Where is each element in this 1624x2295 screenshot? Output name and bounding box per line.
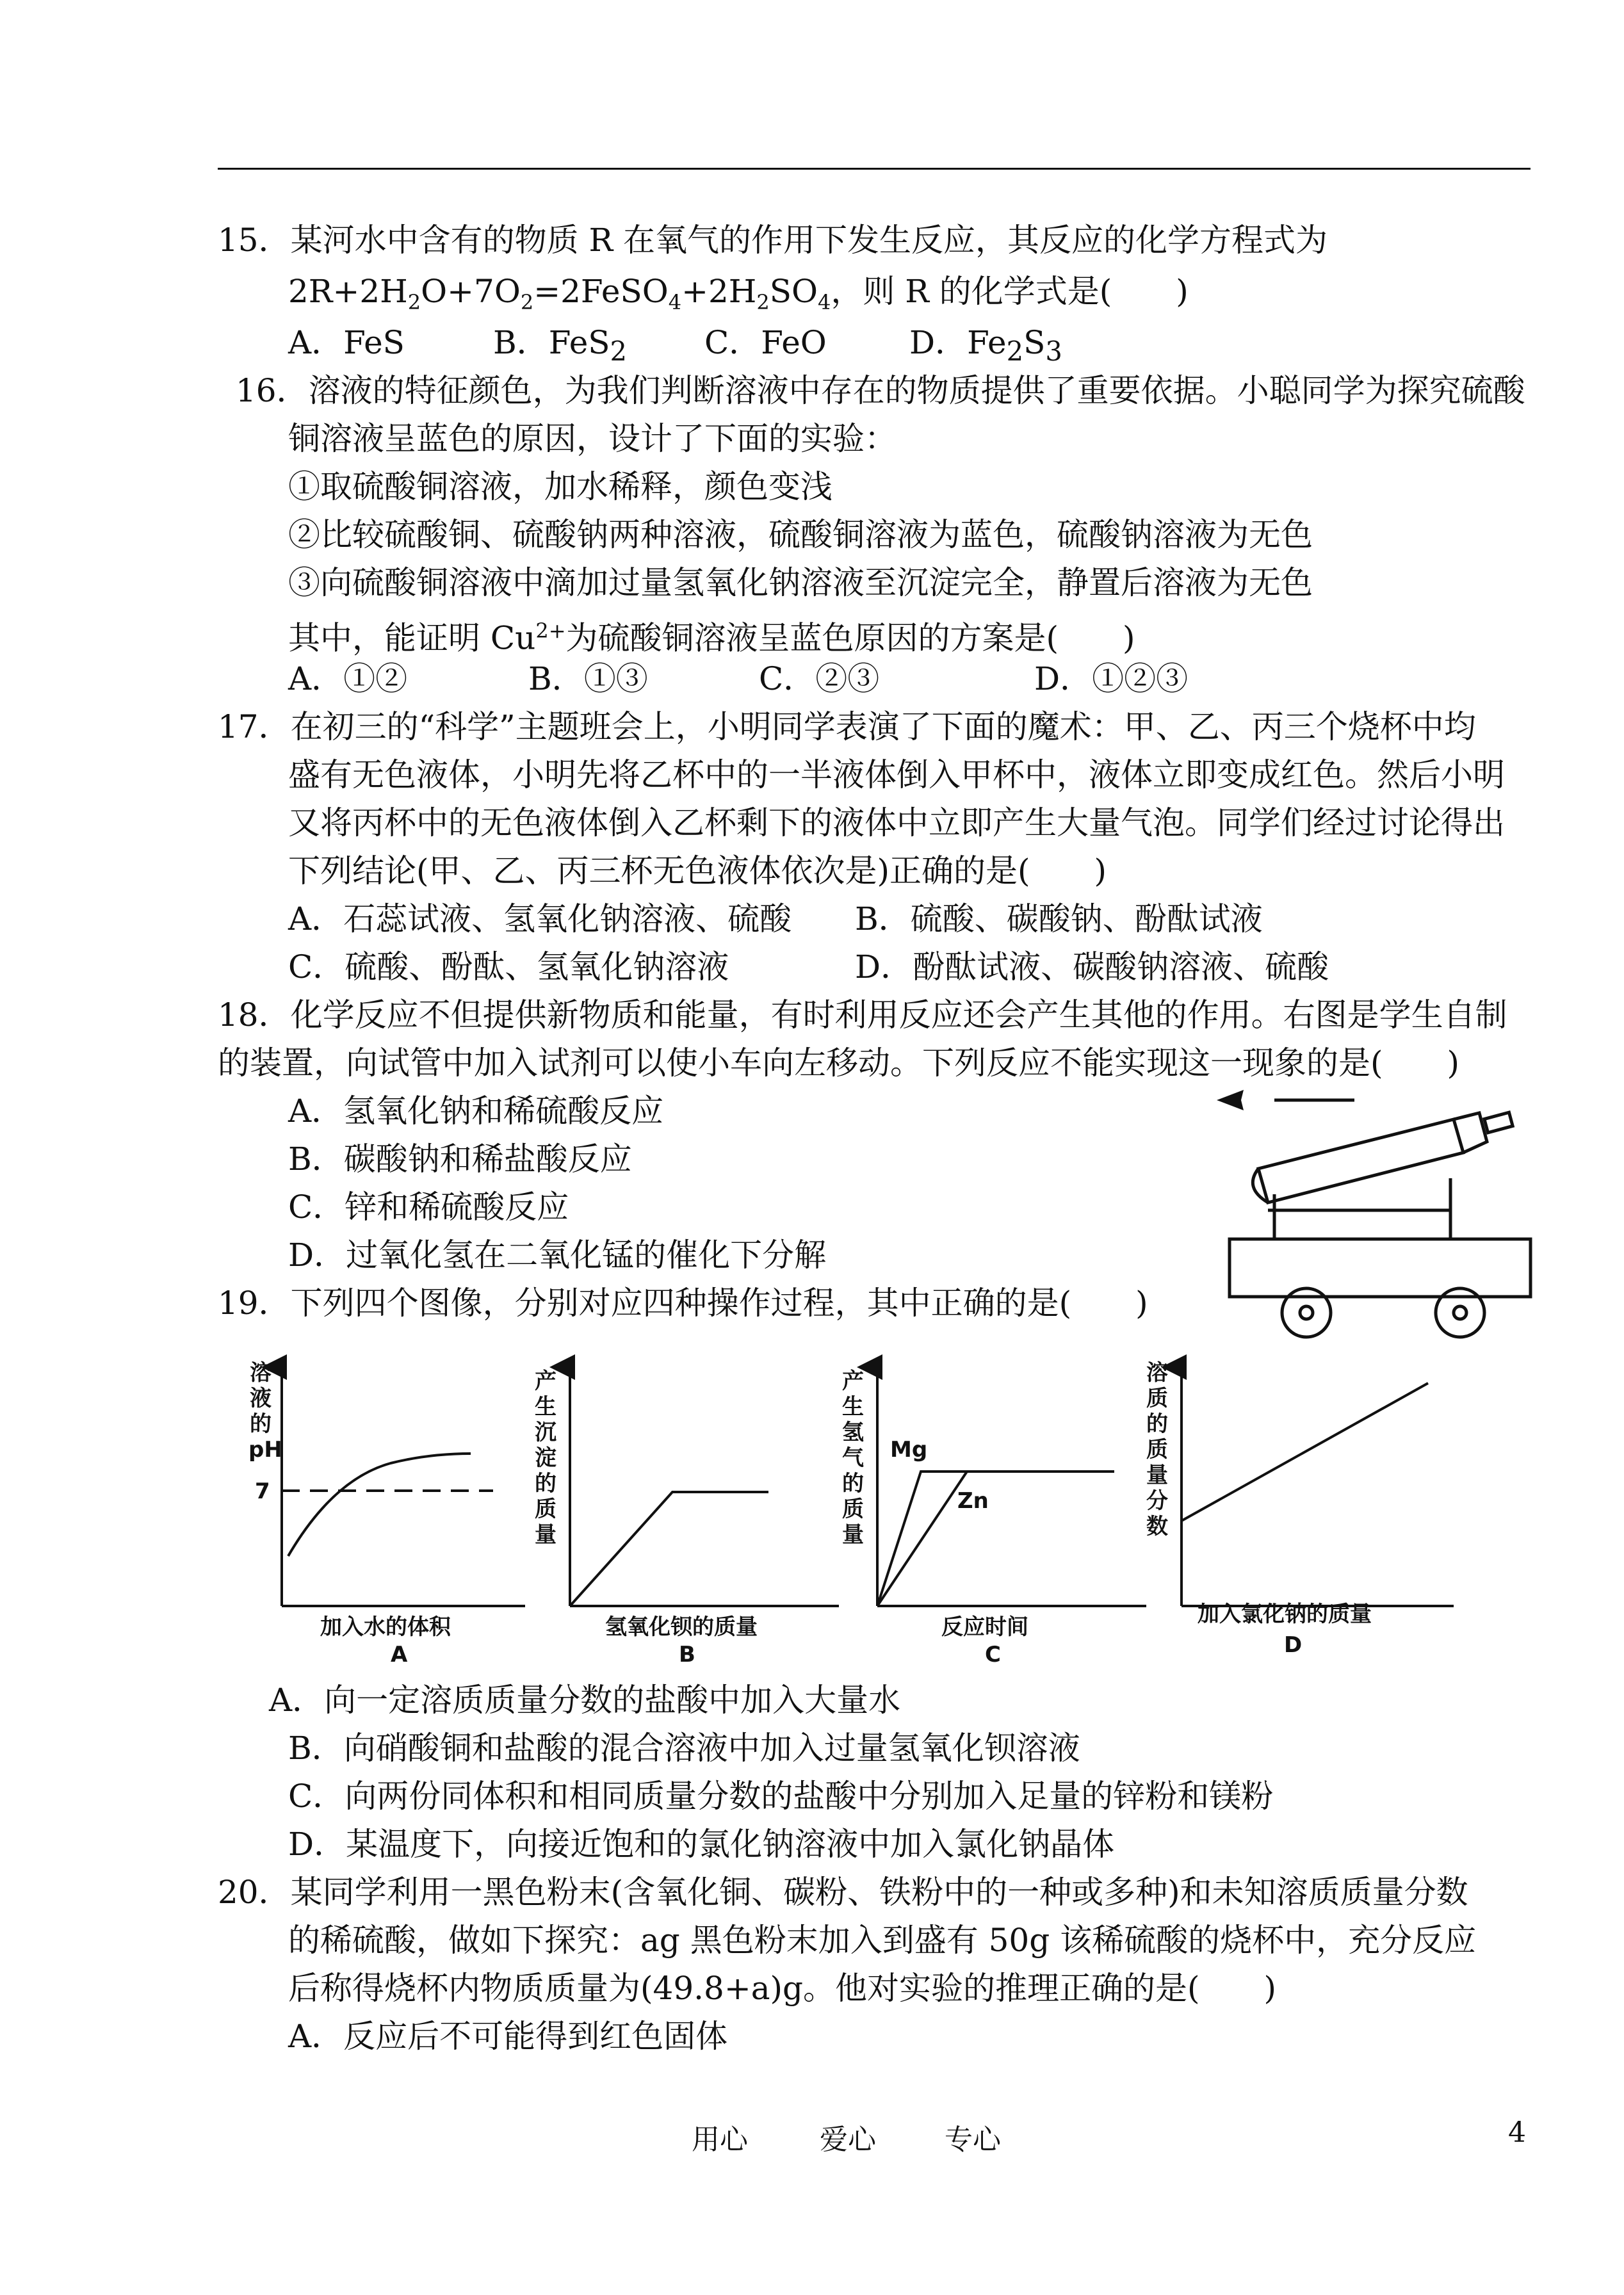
q18-option-c: C．锌和稀硫酸反应 bbox=[288, 1188, 569, 1226]
q16-line-2: 铜溶液呈蓝色的原因，设计了下面的实验： bbox=[288, 420, 897, 457]
graph-a-xlabel: 加入水的体积 bbox=[320, 1614, 451, 1640]
q17-line-2: 盛有无色液体，小明先将乙杯中的一半液体倒入甲杯中，液体立即变成红色。然后小明 bbox=[288, 756, 1505, 793]
graph-b-ylabel-4: 淀 bbox=[535, 1445, 556, 1471]
footer-word-2: 爱心 bbox=[820, 2123, 876, 2156]
q19-option-d: D．某温度下，向接近饱和的氯化钠溶液中加入氯化钠晶体 bbox=[288, 1826, 1115, 1863]
q20-option-a: A．反应后不可能得到红色固体 bbox=[288, 2018, 728, 2055]
graph-d-ylabel-6: 分 bbox=[1146, 1488, 1168, 1514]
graph-c-zn-label: Zn bbox=[957, 1488, 989, 1514]
q17-line-1: 17．在初三的“科学”主题班会上，小明同学表演了下面的魔术：甲、乙、丙三个烧杯中均 bbox=[218, 708, 1476, 745]
q15-option-b: B．FeS$_2$ bbox=[493, 324, 628, 367]
footer-word-3: 专心 bbox=[945, 2123, 1001, 2156]
mass-fraction-line bbox=[1181, 1383, 1428, 1521]
graph-d-ylabel-3: 的 bbox=[1146, 1411, 1168, 1437]
graph-b-ylabel-5: 的 bbox=[535, 1471, 556, 1496]
q17-line-3: 又将丙杯中的无色液体倒入乙杯剩下的液体中立即产生大量气泡。同学们经过讨论得出 bbox=[288, 804, 1505, 841]
graph-b-tag: B bbox=[679, 1642, 695, 1667]
graph-c-xlabel: 反应时间 bbox=[941, 1614, 1028, 1640]
cart-apparatus-figure bbox=[1204, 1082, 1563, 1345]
zn-line bbox=[877, 1472, 967, 1606]
graph-b-ylabel-1: 产 bbox=[535, 1368, 556, 1394]
graph-d-ylabel-4: 质 bbox=[1146, 1437, 1168, 1463]
graph-b-ylabel-2: 生 bbox=[535, 1394, 556, 1420]
graph-d-ylabel-1: 溶 bbox=[1146, 1360, 1168, 1386]
q15-stem: 15．某河水中含有的物质 R 在氧气的作用下发生反应，其反应的化学方程式为 bbox=[218, 222, 1328, 259]
graph-d-ylabel-2: 质 bbox=[1146, 1386, 1168, 1411]
q17-option-b: B．硫酸、碳酸钠、酚酞试液 bbox=[855, 900, 1263, 937]
graph-c-ylabel-3: 氢 bbox=[842, 1420, 864, 1445]
q19-stem: 19．下列四个图像，分别对应四种操作过程，其中正确的是( ) bbox=[218, 1285, 1148, 1322]
q17-option-d: D．酚酞试液、碳酸钠溶液、硫酸 bbox=[855, 948, 1329, 985]
q19-graphs bbox=[237, 1351, 1518, 1678]
precipitate-line bbox=[570, 1492, 768, 1606]
q20-line-1: 20．某同学利用一黑色粉末(含氧化铜、碳粉、铁粉中的一种或多种)和未知溶质质量分数 bbox=[218, 1874, 1468, 1911]
graph-a-tick-7: 7 bbox=[255, 1479, 270, 1504]
graph-b-ylabel-6: 质 bbox=[535, 1496, 556, 1522]
q16-option-c: C．②③ bbox=[759, 660, 880, 697]
q16-line-1: 16．溶液的特征颜色，为我们判断溶液中存在的物质提供了重要依据。小聪同学为探究硫酸 bbox=[236, 372, 1525, 409]
q17-option-c: C．硫酸、酚酞、氢氧化钠溶液 bbox=[288, 948, 729, 985]
q16-item-2: ②比较硫酸铜、硫酸钠两种溶液，硫酸铜溶液为蓝色，硫酸钠溶液为无色 bbox=[288, 516, 1313, 553]
graph-c-tag: C bbox=[985, 1642, 1001, 1667]
graph-d-ylabel-5: 量 bbox=[1146, 1463, 1168, 1488]
q15-option-a: A．FeS bbox=[288, 324, 405, 361]
graph-d bbox=[1181, 1367, 1454, 1606]
ph-curve bbox=[288, 1454, 471, 1556]
graph-c-mg-label: Mg bbox=[890, 1437, 928, 1463]
q15-option-d: D．$Fe_2S_3$ bbox=[909, 324, 1062, 367]
graph-c-ylabel-5: 的 bbox=[842, 1471, 864, 1496]
page-number: 4 bbox=[1508, 2116, 1526, 2149]
graph-b-ylabel-3: 沉 bbox=[535, 1420, 556, 1445]
header-rule bbox=[218, 168, 1531, 170]
q17-option-a: A．石蕊试液、氢氧化钠溶液、硫酸 bbox=[288, 900, 792, 937]
q20-line-3: 后称得烧杯内物质质量为(49.8+a)g。他对实验的推理正确的是( ) bbox=[288, 1970, 1277, 2007]
graph-b bbox=[570, 1367, 839, 1606]
q18-option-a: A．氢氧化钠和稀硫酸反应 bbox=[288, 1092, 664, 1130]
graph-d-ylabel-7: 数 bbox=[1146, 1514, 1168, 1539]
q16-option-a: A．①② bbox=[288, 660, 408, 697]
q17-line-4: 下列结论(甲、乙、丙三杯无色液体依次是)正确的是( ) bbox=[288, 852, 1107, 889]
q18-line-1: 18．化学反应不但提供新物质和能量，有时利用反应还会产生其他的作用。右图是学生自制 bbox=[218, 996, 1507, 1034]
mg-line bbox=[877, 1472, 1114, 1606]
graph-a-ylabel-2: 液 bbox=[250, 1386, 272, 1411]
q16-question: 其中，能证明 $Cu^{2+}$为硫酸铜溶液呈蓝色原因的方案是( ) bbox=[288, 619, 1135, 657]
q16-item-3: ③向硫酸铜溶液中滴加过量氢氧化钠溶液至沉淀完全，静置后溶液为无色 bbox=[288, 564, 1313, 601]
q19-option-c: C．向两份同体积和相同质量分数的盐酸中分别加入足量的锌粉和镁粉 bbox=[288, 1778, 1274, 1815]
q18-option-b: B．碳酸钠和稀盐酸反应 bbox=[288, 1140, 632, 1178]
q19-option-b: B．向硝酸铜和盐酸的混合溶液中加入过量氢氧化钡溶液 bbox=[288, 1730, 1080, 1767]
q16-option-d: D．①②③ bbox=[1034, 660, 1189, 697]
graph-b-xlabel: 氢氧化钡的质量 bbox=[605, 1614, 758, 1640]
graph-a-tag: A bbox=[391, 1642, 408, 1667]
q16-item-1: ①取硫酸铜溶液，加水稀释，颜色变浅 bbox=[288, 468, 832, 505]
graph-a-ylabel-4: pH bbox=[248, 1437, 282, 1463]
q16-option-b: B．①③ bbox=[528, 660, 648, 697]
graph-d-tag: D bbox=[1284, 1632, 1303, 1658]
q18-option-d: D．过氧化氢在二氧化锰的催化下分解 bbox=[288, 1237, 827, 1274]
graph-c-ylabel-7: 量 bbox=[842, 1522, 864, 1548]
footer-word-1: 用心 bbox=[692, 2123, 748, 2156]
q15-equation: $2R+2H_2O+7O_2=2FeSO_4+2H_2SO_4$，则 R 的化学式是( ) bbox=[288, 273, 1189, 314]
graph-a-ylabel-1: 溶 bbox=[250, 1360, 272, 1386]
graph-c-ylabel-6: 质 bbox=[842, 1496, 864, 1522]
q15-option-c: C．FeO bbox=[704, 324, 827, 361]
graph-a bbox=[282, 1367, 525, 1606]
graph-b-ylabel-7: 量 bbox=[535, 1522, 556, 1548]
graph-c-ylabel-4: 气 bbox=[842, 1445, 864, 1471]
graph-c bbox=[877, 1367, 1146, 1606]
graph-c-ylabel-1: 产 bbox=[842, 1368, 864, 1394]
graph-a-ylabel-3: 的 bbox=[250, 1411, 272, 1437]
q18-line-2: 的装置，向试管中加入试剂可以使小车向左移动。下列反应不能实现这一现象的是( ) bbox=[218, 1044, 1460, 1082]
graph-d-xlabel: 加入氯化钠的质量 bbox=[1198, 1602, 1372, 1627]
graph-c-ylabel-2: 生 bbox=[842, 1394, 864, 1420]
q20-line-2: 的稀硫酸，做如下探究：ag 黑色粉末加入到盛有 50g 该稀硫酸的烧杯中，充分反应 bbox=[288, 1922, 1477, 1959]
q19-option-a: A．向一定溶质质量分数的盐酸中加入大量水 bbox=[269, 1682, 901, 1719]
